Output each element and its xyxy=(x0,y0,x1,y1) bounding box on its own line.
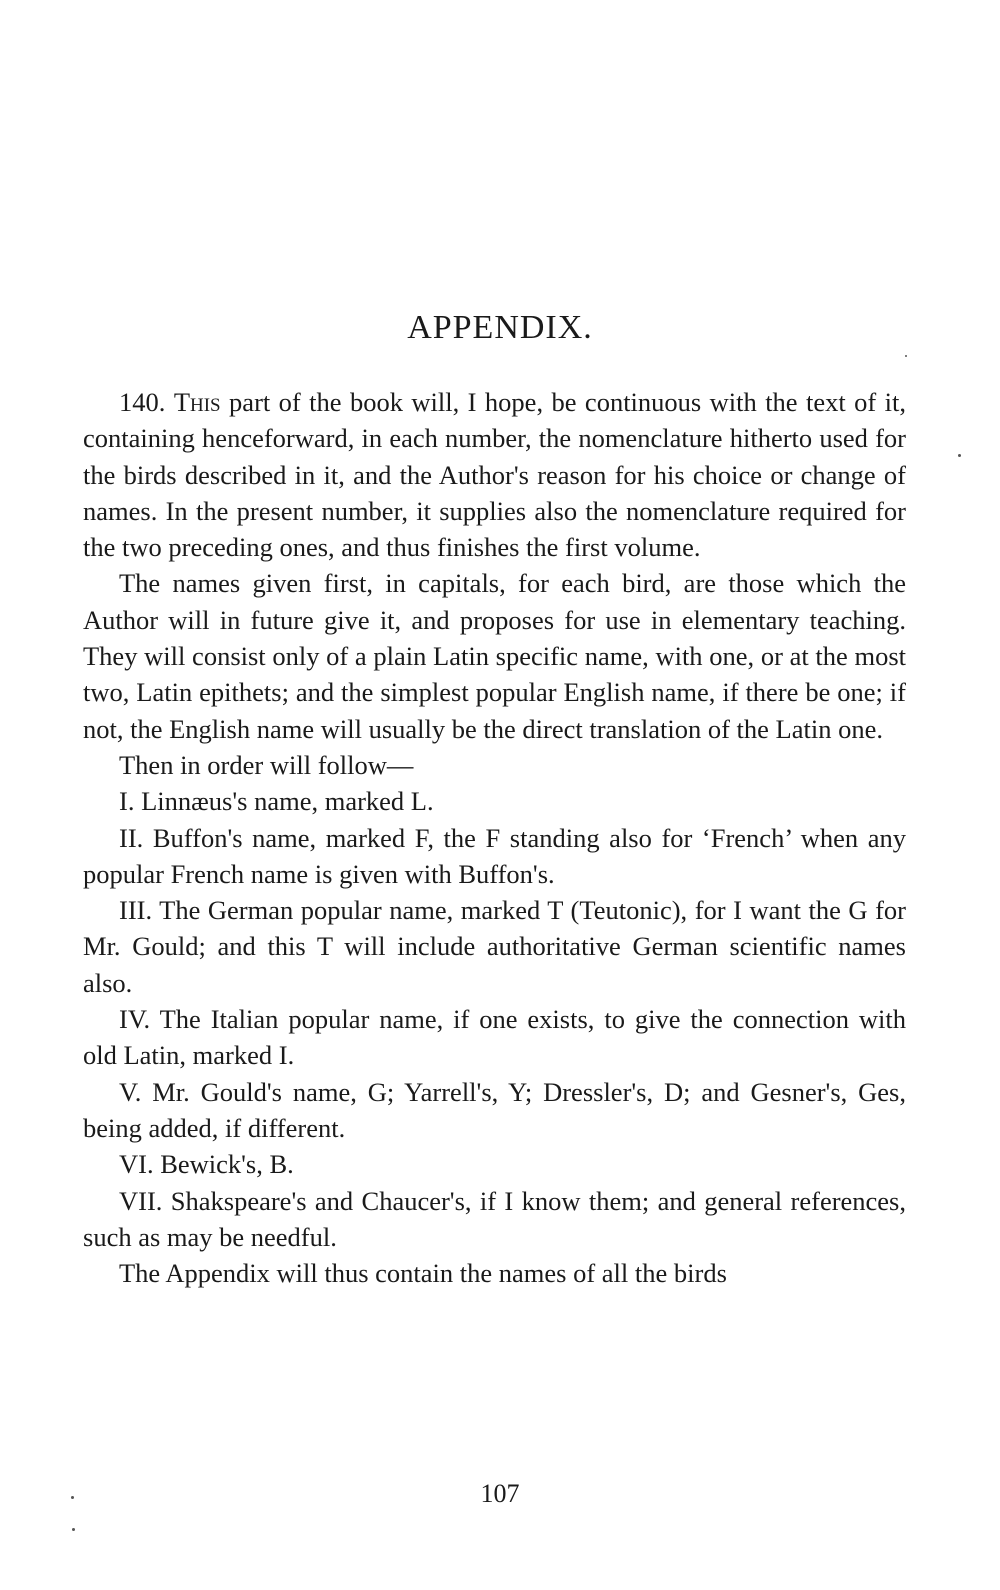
drop-word: This xyxy=(173,387,221,417)
list-item-1: I. Linnæus's name, marked L. xyxy=(119,786,434,817)
paragraph-2: The names given first, in capitals, for each bird, are those which the Author will in future give it, and proposes for use in elementary teaching. They will consist only of a plain Latin specific name, with one, or at the most two, Latin epithets; and the simplest popular English name, if there be one; if not, the English name will usually be the direct translation of the Latin one. xyxy=(83,568,906,744)
list-item-2: II. Buffon's name, marked F, the F standing also for ‘French’ when any popular French name is given with Buffon's. xyxy=(83,822,906,889)
paragraph-1 xyxy=(83,384,906,565)
page-title: APPENDIX. xyxy=(407,309,593,346)
print-speck xyxy=(71,1496,74,1499)
print-speck xyxy=(72,1528,75,1531)
print-speck xyxy=(905,355,907,357)
print-speck xyxy=(958,454,961,457)
list-item-5: V. Mr. Gould's name, G; Yarrell's, Y; Dressler's, D; and Gesner's, Ges, being added, if different. xyxy=(83,1076,906,1143)
list-item-3: III. The German popular name, marked T (Teutonic), for I want the G for Mr. Gould; and this T will include authoritative German scientific names also. xyxy=(83,895,906,998)
paragraph-3: Then in order will follow— xyxy=(119,749,414,780)
page-number: 107 xyxy=(480,1479,520,1508)
body-text xyxy=(83,384,906,1291)
paragraph-1-text: part of the book will, I hope, be continuous with the text of it, containing henceforward, in each number, the nomenclature hitherto used for the birds described in it, and the Author's reason for his choice or change of names. In the present number, it supplies also the nomenclature required for the two preceding ones, and thus finishes the first volume. xyxy=(83,387,907,563)
list-item-6: VI. Bewick's, B. xyxy=(119,1149,294,1180)
section-number: 140. xyxy=(119,387,174,417)
list-item-4: IV. The Italian popular name, if one exists, to give the connection with old Latin, marked I. xyxy=(83,1004,906,1071)
paragraph-last: The Appendix will thus contain the names of all the birds xyxy=(119,1258,727,1289)
list-item-7: VII. Shakspeare's and Chaucer's, if I know them; and general references, such as may be needful. xyxy=(83,1185,906,1252)
